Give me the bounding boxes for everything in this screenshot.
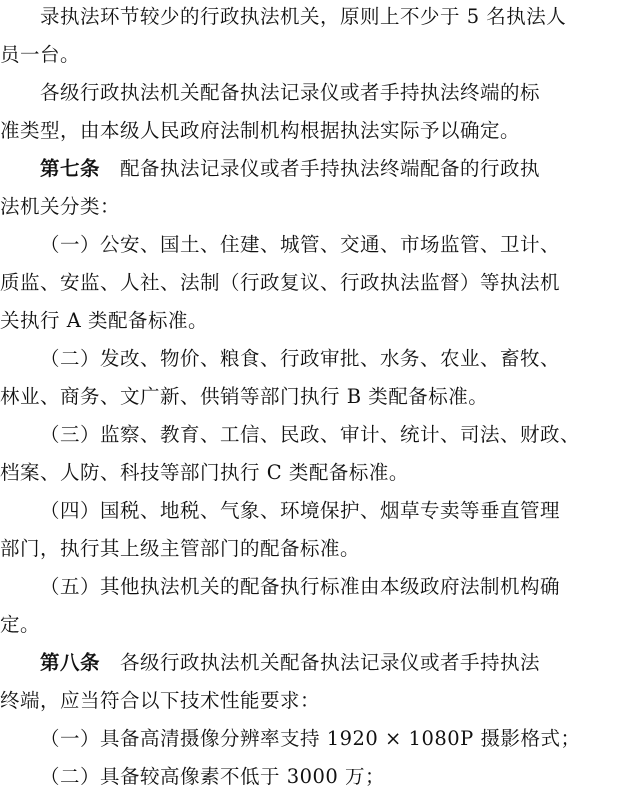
text: （一）具备高清摄像分辨率支持 1920 × 1080P 摄影格式； <box>40 727 581 750</box>
paragraph-line <box>0 688 633 714</box>
text: （五）其他执法机关的配备执行标准由本级政府法制机构确 <box>40 575 561 598</box>
paragraph-line <box>0 726 633 752</box>
paragraph-line <box>0 346 633 372</box>
paragraph-line <box>0 764 633 790</box>
text: （一）公安、国土、住建、城管、交通、市场监管、卫计、 <box>40 233 561 256</box>
text: 各级行政执法机关配备执法记录仪或者手持执法终端的标 <box>40 81 541 104</box>
text: （二）具备较高像素不低于 3000 万； <box>40 765 386 788</box>
text: 档案、人防、科技等部门执行 C 类配备标准。 <box>0 461 409 484</box>
text: 林业、商务、文广新、供销等部门执行 B 类配备标准。 <box>0 385 489 408</box>
paragraph-line <box>0 574 633 600</box>
article-heading-line <box>0 156 633 182</box>
paragraph-line <box>0 308 633 334</box>
paragraph-line <box>0 384 633 410</box>
text: 关执行 A 类配备标准。 <box>0 309 208 332</box>
text: 配备执法记录仪或者手持执法终端配备的行政执 <box>120 157 541 180</box>
text: 法机关分类： <box>0 195 121 218</box>
paragraph-line <box>0 460 633 486</box>
paragraph-line <box>0 422 633 448</box>
text: 员一台。 <box>0 43 81 66</box>
text: 定。 <box>0 613 41 636</box>
paragraph-line <box>0 612 633 638</box>
paragraph-line <box>0 194 633 220</box>
text: 终端，应当符合以下技术性能要求： <box>0 689 321 712</box>
paragraph-line <box>0 270 633 296</box>
text: 准类型，由本级人民政府法制机构根据执法实际予以确定。 <box>0 119 521 142</box>
text: （三）监察、教育、工信、民政、审计、统计、司法、财政、 <box>40 423 581 446</box>
article-number: 第七条 <box>40 157 101 180</box>
text: 录执法环节较少的行政执法机关，原则上不少于 5 名执法人 <box>40 5 567 28</box>
text: （四）国税、地税、气象、环境保护、烟草专卖等垂直管理 <box>40 499 561 522</box>
text: 部门，执行其上级主管部门的配备标准。 <box>0 537 361 560</box>
text: 各级行政执法机关配备执法记录仪或者手持执法 <box>120 651 541 674</box>
paragraph-line <box>0 498 633 524</box>
text: （二）发改、物价、粮食、行政审批、水务、农业、畜牧、 <box>40 347 561 370</box>
paragraph-line <box>0 118 633 144</box>
article-heading-line <box>0 650 633 676</box>
paragraph-line <box>0 4 633 30</box>
article-number: 第八条 <box>40 651 101 674</box>
paragraph-line <box>0 42 633 68</box>
paragraph-line <box>0 80 633 106</box>
paragraph-line <box>0 232 633 258</box>
text: 质监、安监、人社、法制（行政复议、行政执法监督）等执法机 <box>0 271 561 294</box>
paragraph-line <box>0 536 633 562</box>
